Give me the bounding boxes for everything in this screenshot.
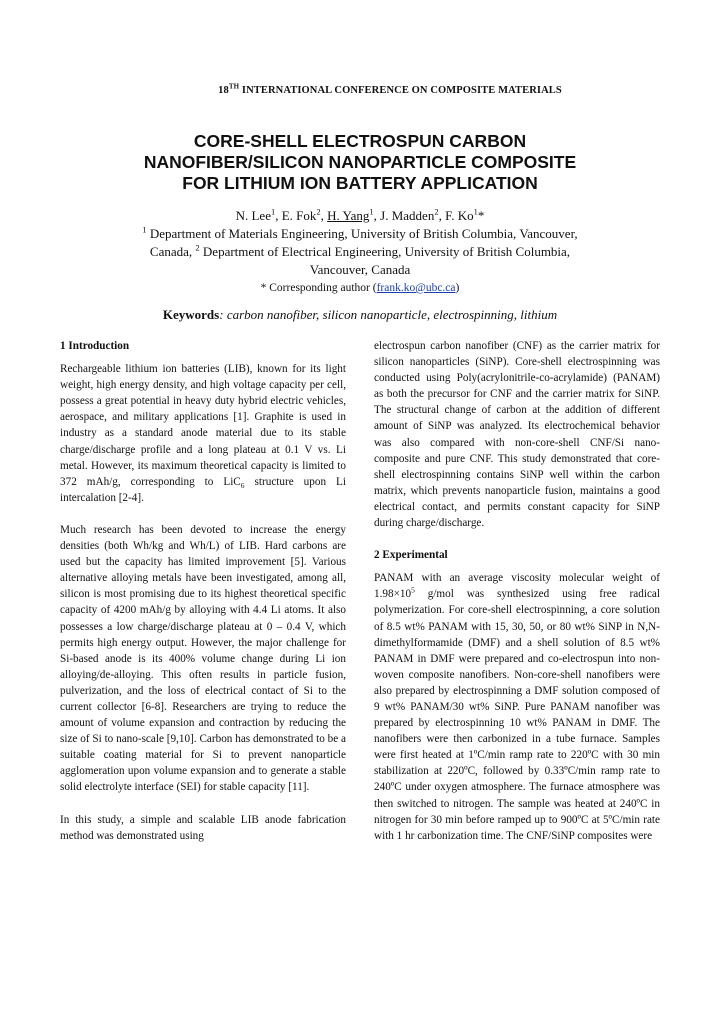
affiliation-text: Department of Electrical Engineering, University of British Columbia, [199, 244, 571, 259]
email-link[interactable]: frank.ko@ubc.ca [376, 282, 456, 294]
affiliation-text: Department of Materials Engineering, University of British Columbia, Vancouver, [146, 226, 578, 241]
experimental-paragraph-1 [374, 570, 660, 844]
keywords-label: Keywords [162, 307, 220, 322]
title-line-1: CORE-SHELL ELECTROSPUN CARBON [193, 131, 527, 151]
author-affiliation-mark: 1 [270, 206, 276, 217]
keywords [0, 307, 720, 323]
section-heading-experimental: 2 Experimental [374, 549, 448, 562]
affiliation-line-3: Vancouver, Canada [309, 262, 411, 277]
paragraph-text: Rechargeable lithium ion batteries (LIB), known for its light weight, high energy density, and high voltage capacity per cell, possess a great potential in heavy duty hybrid electric vehicles, aerospace, and military applications [1]. Graphite is used in industry as a standard anode material due to its stable charge/discharge profile and a long plateau at 0.1 V vs. Li metal. However, its maximum theoretical capacity is limited to 372 mAh/g, corresponding to LiC [60, 363, 346, 488]
corresponding-label: * Corresponding author ( [260, 282, 377, 294]
left-column [60, 338, 346, 844]
paper-title [60, 131, 660, 194]
subscript: 6 [240, 480, 245, 490]
title-line-3: FOR LITHIUM ION BATTERY APPLICATION [182, 173, 538, 193]
corresponding-close: ) [455, 282, 460, 294]
section-heading-introduction: 1 Introduction [60, 340, 130, 352]
conference-number: 18 [218, 85, 229, 96]
superscript: 5 [411, 585, 415, 595]
author-list: N. Lee$^1$, E. Fok$^2$, H. Yang$^1$, J. Madden$^2$, F. Ko$^1$* [235, 206, 485, 223]
corresponding-author [60, 279, 660, 297]
paragraph-text: g/mol was synthesized using free radical polymerization. For core-shell electrospinning, a core solution of 8.5 wt% PANAM with 15, 30, 50, or 80 wt% SiNP in N,N-dimethylformamide (DMF) and a shell solution of 8.5 wt% PANAM in DMF were prepared and co-electrospun into non-woven composite nanofibers. Non-core-shell nanofibers were also prepared by electrospinning a DMF solution composed of 9 wt% PANAM/30 wt% SiNP. Pure PANAM nanofiber was prepared by electrospinning 10 wt% PANAM in DMF. The nanofibers were then carbonized in a tube furnace. Samples were first heated at 1ºC/min ramp rate to 220ºC with 30 min stabilization at 220ºC, followed by 0.33ºC/min ramp rate to 240ºC under oxygen atmosphere. The furnace atmosphere was then switched to nitrogen. The sample was heated at 240ºC in nitrogen for 30 min before ramped up to 900ºC at 5ºC/min rate with 1 hr carbonization time. The CNF/SiNP composites were [374, 588, 660, 842]
right-column [374, 338, 660, 844]
intro-paragraph-3: In this study, a simple and scalable LIB anode fabrication method was demonstrated using [60, 813, 346, 842]
author-name: N. Lee [235, 208, 271, 223]
author-name: J. Madden [380, 208, 435, 223]
affiliation-mark: 1 [142, 224, 147, 235]
intro-paragraph-3-continued: electrospun carbon nanofiber (CNF) as the carrier matrix for silicon nanoparticles (SiNP). Core-shell electrospinning was conducted using Poly(acrylonitrile-co-acrylamide) (PANAM) as both the precursor for CNF and the carrier matrix for SiNP. The structural change of carbon at the addition of different amount of SiNP was analyzed. Its electrochemical behavior was also compared with non-core-shell CNF/Si nano-composite and pure CNF. This study demonstrated that core-shell electrospinning contains SiNP well within the carbon matrix, which prevents nanoparticle fusion, maintains a good electrical contact, and permits constant capacity for SiNP during charge/discharge. [374, 340, 660, 530]
affiliation-line-2 [60, 243, 660, 261]
author-name-presenting: H. Yang [327, 208, 370, 223]
affiliation-line-1 [60, 225, 660, 243]
paragraph-text: structure upon Li intercalation [2-4]. [60, 475, 346, 504]
keywords-text: : carbon nanofiber, silicon nanoparticle, electrospinning, lithium [219, 307, 558, 322]
affiliation-mark: 2 [195, 242, 200, 253]
author-name: F. Ko [445, 208, 474, 223]
author-affiliation-mark: 2 [316, 206, 321, 217]
conference-name: INTERNATIONAL CONFERENCE ON COMPOSITE MATERIALS [239, 85, 562, 96]
intro-paragraph-2: Much research has been devoted to increase the energy densities (both Wh/kg and Wh/L) of LIB. Hard carbons are used but the capacity has limited improvement [5]. Various alternative alloying metals have been investigated, among all, silicon is most promising due to its highest theoretical specific capacity of 4200 mAh/g by alloying with 4.4 Li atoms. It also possesses a low charge/discharge plateau at 0 – 0.4 V, which permits high energy output. However, the major challenge for Si-based anode is its 400% volume change during Li ion alloying/de-alloying. This often results in particle fusion, pulverization, and the loss of electrical contact of Si to the current collector [6-8]. Researchers are trying to reduce the amount of volume expansion and contraction by reducing the size of Si to nano-scale [9,10]. Carbon has demonstrated to be a suitable coating material for Si to prevent nanoparticle agglomeration upon volume expansion and to generate a stable solid electrolyte interface (SEI) for stable capacity [11]. [60, 523, 346, 794]
author-affiliation-mark: 1 [369, 206, 374, 217]
paragraph-text: PANAM with an average viscosity molecular weight of 1.98×10 [374, 572, 660, 601]
corresponding-star: * [477, 208, 485, 223]
title-line-2: NANOFIBER/SILICON NANOPARTICLE COMPOSITE [143, 152, 577, 172]
conference-header [0, 82, 720, 96]
author-affiliation-mark: 1 [473, 206, 478, 217]
author-name: E. Fok [281, 208, 317, 223]
author-block [60, 207, 660, 297]
intro-paragraph-1 [60, 361, 346, 506]
conference-number-suffix: TH [228, 82, 240, 91]
author-affiliation-mark: 2 [434, 206, 439, 217]
affiliation-text: Canada, [149, 244, 196, 259]
